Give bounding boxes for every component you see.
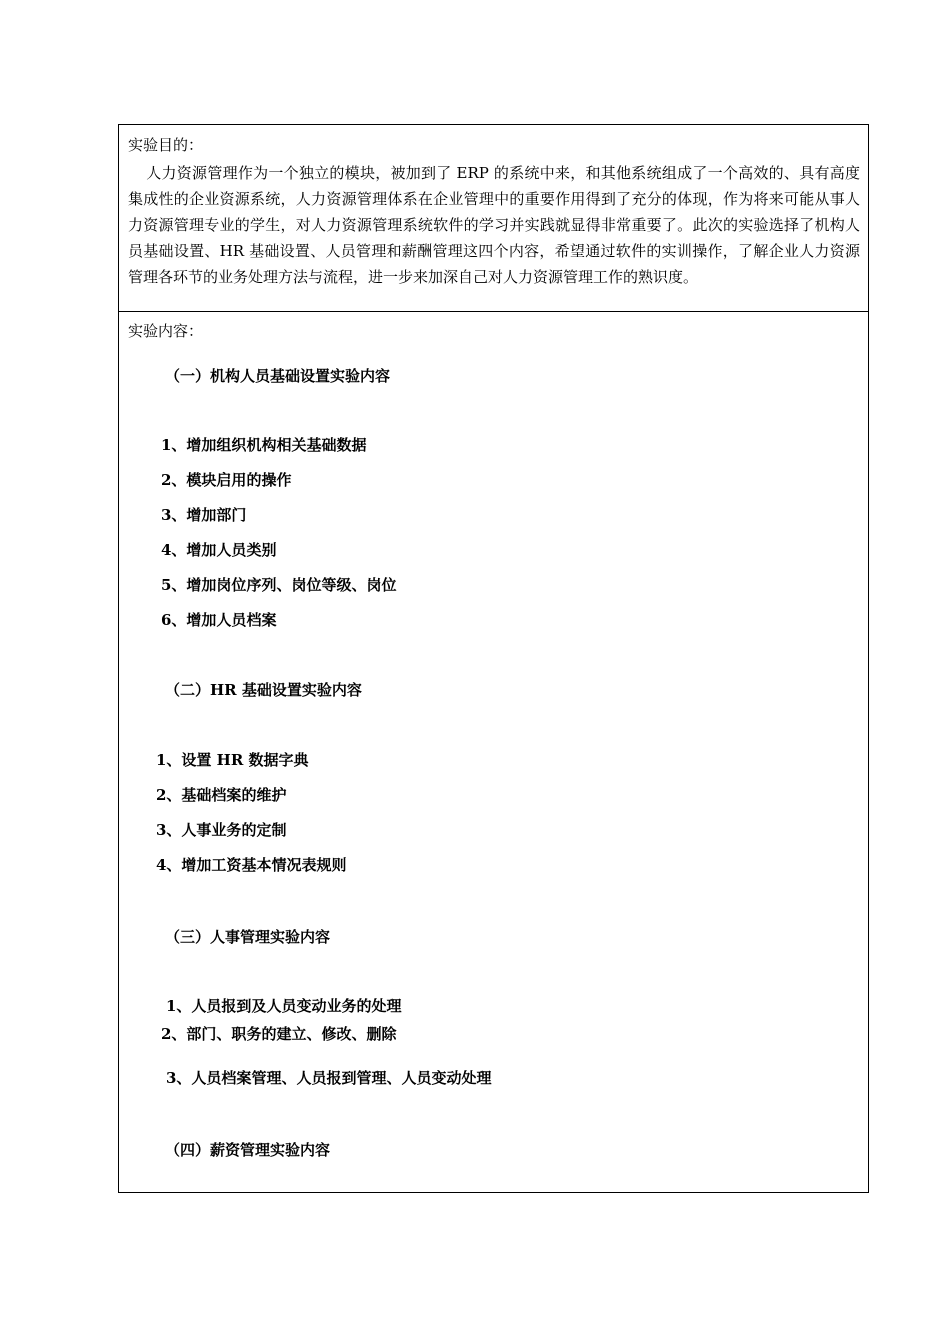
list-item: 3、人事业务的定制: [156, 821, 287, 839]
list-item: 5、增加岗位序列、岗位等级、岗位: [161, 576, 397, 594]
section-heading-3: （三）人事管理实验内容: [165, 928, 331, 946]
list-item: 4、增加人员类别: [161, 541, 277, 559]
list-item: 1、增加组织机构相关基础数据: [161, 436, 367, 454]
list-item: 1、设置 HR 数据字典: [156, 751, 309, 769]
list-item: 2、部门、职务的建立、修改、删除: [161, 1025, 397, 1043]
list-item: 2、模块启用的操作: [161, 471, 292, 489]
experiment-report-table: [118, 124, 869, 1193]
section-heading-1: （一）机构人员基础设置实验内容: [165, 367, 391, 385]
section-heading-4: （四）薪资管理实验内容: [165, 1141, 331, 1159]
purpose-text: 人力资源管理作为一个独立的模块，被加到了 ERP 的系统中来，和其他系统组成了一个高效的、具有高度集成性的企业资源系统，人力资源管理体系在企业管理中的重要作用得到了充分的体现，作为将来可能从事人力资源管理专业的学生，对人力资源管理系统软件的学习并实践就显得非常重要了。此次的实验选择了机构人员基础设置、HR 基础设置、人员管理和薪酬管理这四个内容，希望通过软件的实训操作，了解企业人力资源管理各环节的业务处理方法与流程，进一步来加深自己对人力资源管理工作的熟识度。: [128, 164, 860, 286]
purpose-label: 实验目的：: [128, 136, 204, 154]
list-item: 2、基础档案的维护: [156, 786, 287, 804]
list-item: 3、人员档案管理、人员报到管理、人员变动处理: [166, 1069, 492, 1087]
purpose-paragraph: [128, 160, 860, 290]
list-item: 6、增加人员档案: [161, 611, 277, 629]
purpose-cell: [119, 125, 868, 312]
section-heading-2: （二）HR 基础设置实验内容: [165, 681, 362, 699]
list-item: 3、增加部门: [161, 506, 247, 524]
list-item: 4、增加工资基本情况表规则: [156, 856, 347, 874]
content-cell: [119, 312, 868, 1193]
list-item: 1、人员报到及人员变动业务的处理: [166, 997, 402, 1015]
content-label: 实验内容：: [128, 322, 204, 340]
